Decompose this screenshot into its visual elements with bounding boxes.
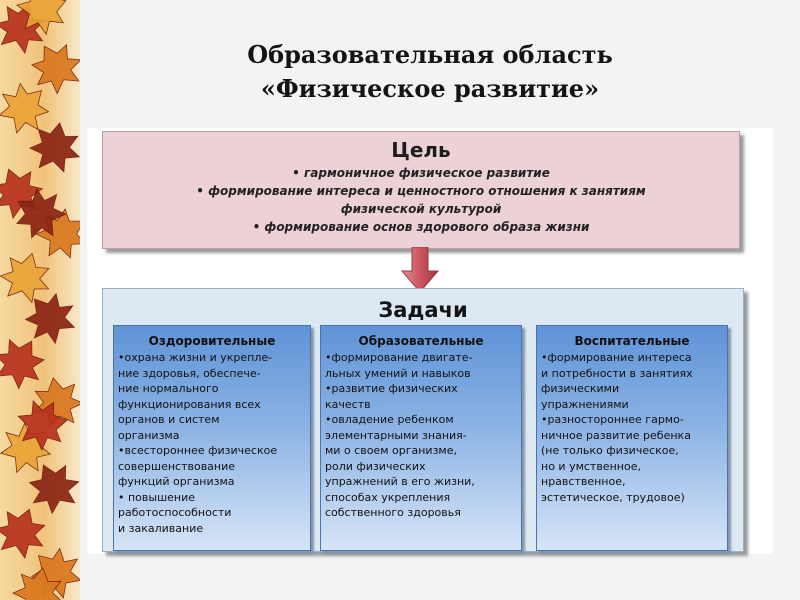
slide-title-line-2: «Физическое развитие»	[260, 74, 600, 103]
column-line: собственного здоровья	[325, 506, 461, 519]
column-line: и потребности в занятиях	[541, 366, 693, 380]
column-line: работоспособности	[118, 506, 232, 519]
column-line: ми о своем организме,	[325, 444, 457, 457]
goal-item: • формирование основ здорового образа жизни	[252, 220, 590, 234]
column-line: • повышение	[118, 490, 196, 504]
down-arrow-icon	[400, 247, 440, 293]
column-line: ние нормального	[118, 382, 219, 395]
autumn-leaf	[0, 73, 59, 142]
slide-title	[130, 38, 730, 106]
column-line: способах укрепления	[325, 490, 451, 504]
column-line: физическими	[541, 382, 620, 395]
column-line: эстетическое, трудовое)	[541, 490, 685, 504]
column-line: •формирование интереса	[541, 351, 692, 364]
tasks-box	[102, 288, 744, 552]
column-text	[321, 350, 521, 521]
autumn-leaf	[0, 329, 53, 395]
tasks-heading: Задачи	[378, 298, 468, 322]
goal-item: физической культурой	[340, 202, 502, 216]
column-line: качеств	[325, 397, 371, 411]
column-line: •разностороннее гармо-	[541, 413, 684, 426]
column-title: Оздоровительные	[148, 334, 276, 348]
goal-item: • формирование интереса и ценностного отношения к занятиям	[196, 184, 646, 198]
task-column-health	[113, 325, 311, 551]
autumn-leaves-border	[0, 0, 80, 600]
column-line: •охрана жизни и укрепле-	[118, 351, 273, 364]
autumn-leaf	[23, 34, 80, 100]
task-column-upbringing	[536, 325, 728, 551]
column-line: упражнений в его жизни,	[325, 475, 475, 488]
goal-box	[102, 131, 740, 249]
column-line: •овладение ребенком	[325, 413, 454, 426]
goal-heading: Цель	[391, 138, 451, 162]
column-line: но и умственное,	[541, 459, 641, 473]
autumn-leaves-image	[0, 0, 80, 600]
goal-list	[103, 164, 739, 236]
column-text	[114, 350, 310, 536]
column-line: (не только физическое,	[541, 444, 679, 457]
column-line: функций организма	[118, 475, 235, 488]
column-text	[537, 350, 727, 505]
column-line: совершенствование	[118, 459, 236, 473]
column-line: льных умений и навыков	[325, 366, 471, 380]
autumn-leaf	[0, 247, 56, 306]
column-line: организма	[118, 428, 180, 442]
column-title: Воспитательные	[574, 334, 690, 348]
autumn-leaf	[0, 501, 53, 563]
column-line: упражнениями	[541, 397, 629, 411]
column-line: •формирование двигате-	[325, 351, 473, 364]
column-line: элементарными знания-	[325, 428, 467, 442]
column-title: Образовательные	[358, 334, 484, 348]
column-line: функционирования всех	[118, 397, 261, 411]
task-column-education	[320, 325, 522, 551]
column-line: •всестороннее физическое	[118, 444, 278, 457]
slide-title-line-1: Образовательная область	[247, 40, 613, 69]
column-line: и закаливание	[118, 521, 204, 535]
column-line: органов и систем	[118, 413, 220, 426]
column-line: •развитие физических	[325, 382, 458, 395]
column-line: ничное развитие ребенка	[541, 428, 691, 442]
goal-item: • гармоничное физическое развитие	[292, 166, 550, 180]
column-line: роли физических	[325, 459, 426, 473]
column-line: нравственное,	[541, 475, 626, 488]
column-line: ние здоровья, обеспече-	[118, 366, 261, 380]
